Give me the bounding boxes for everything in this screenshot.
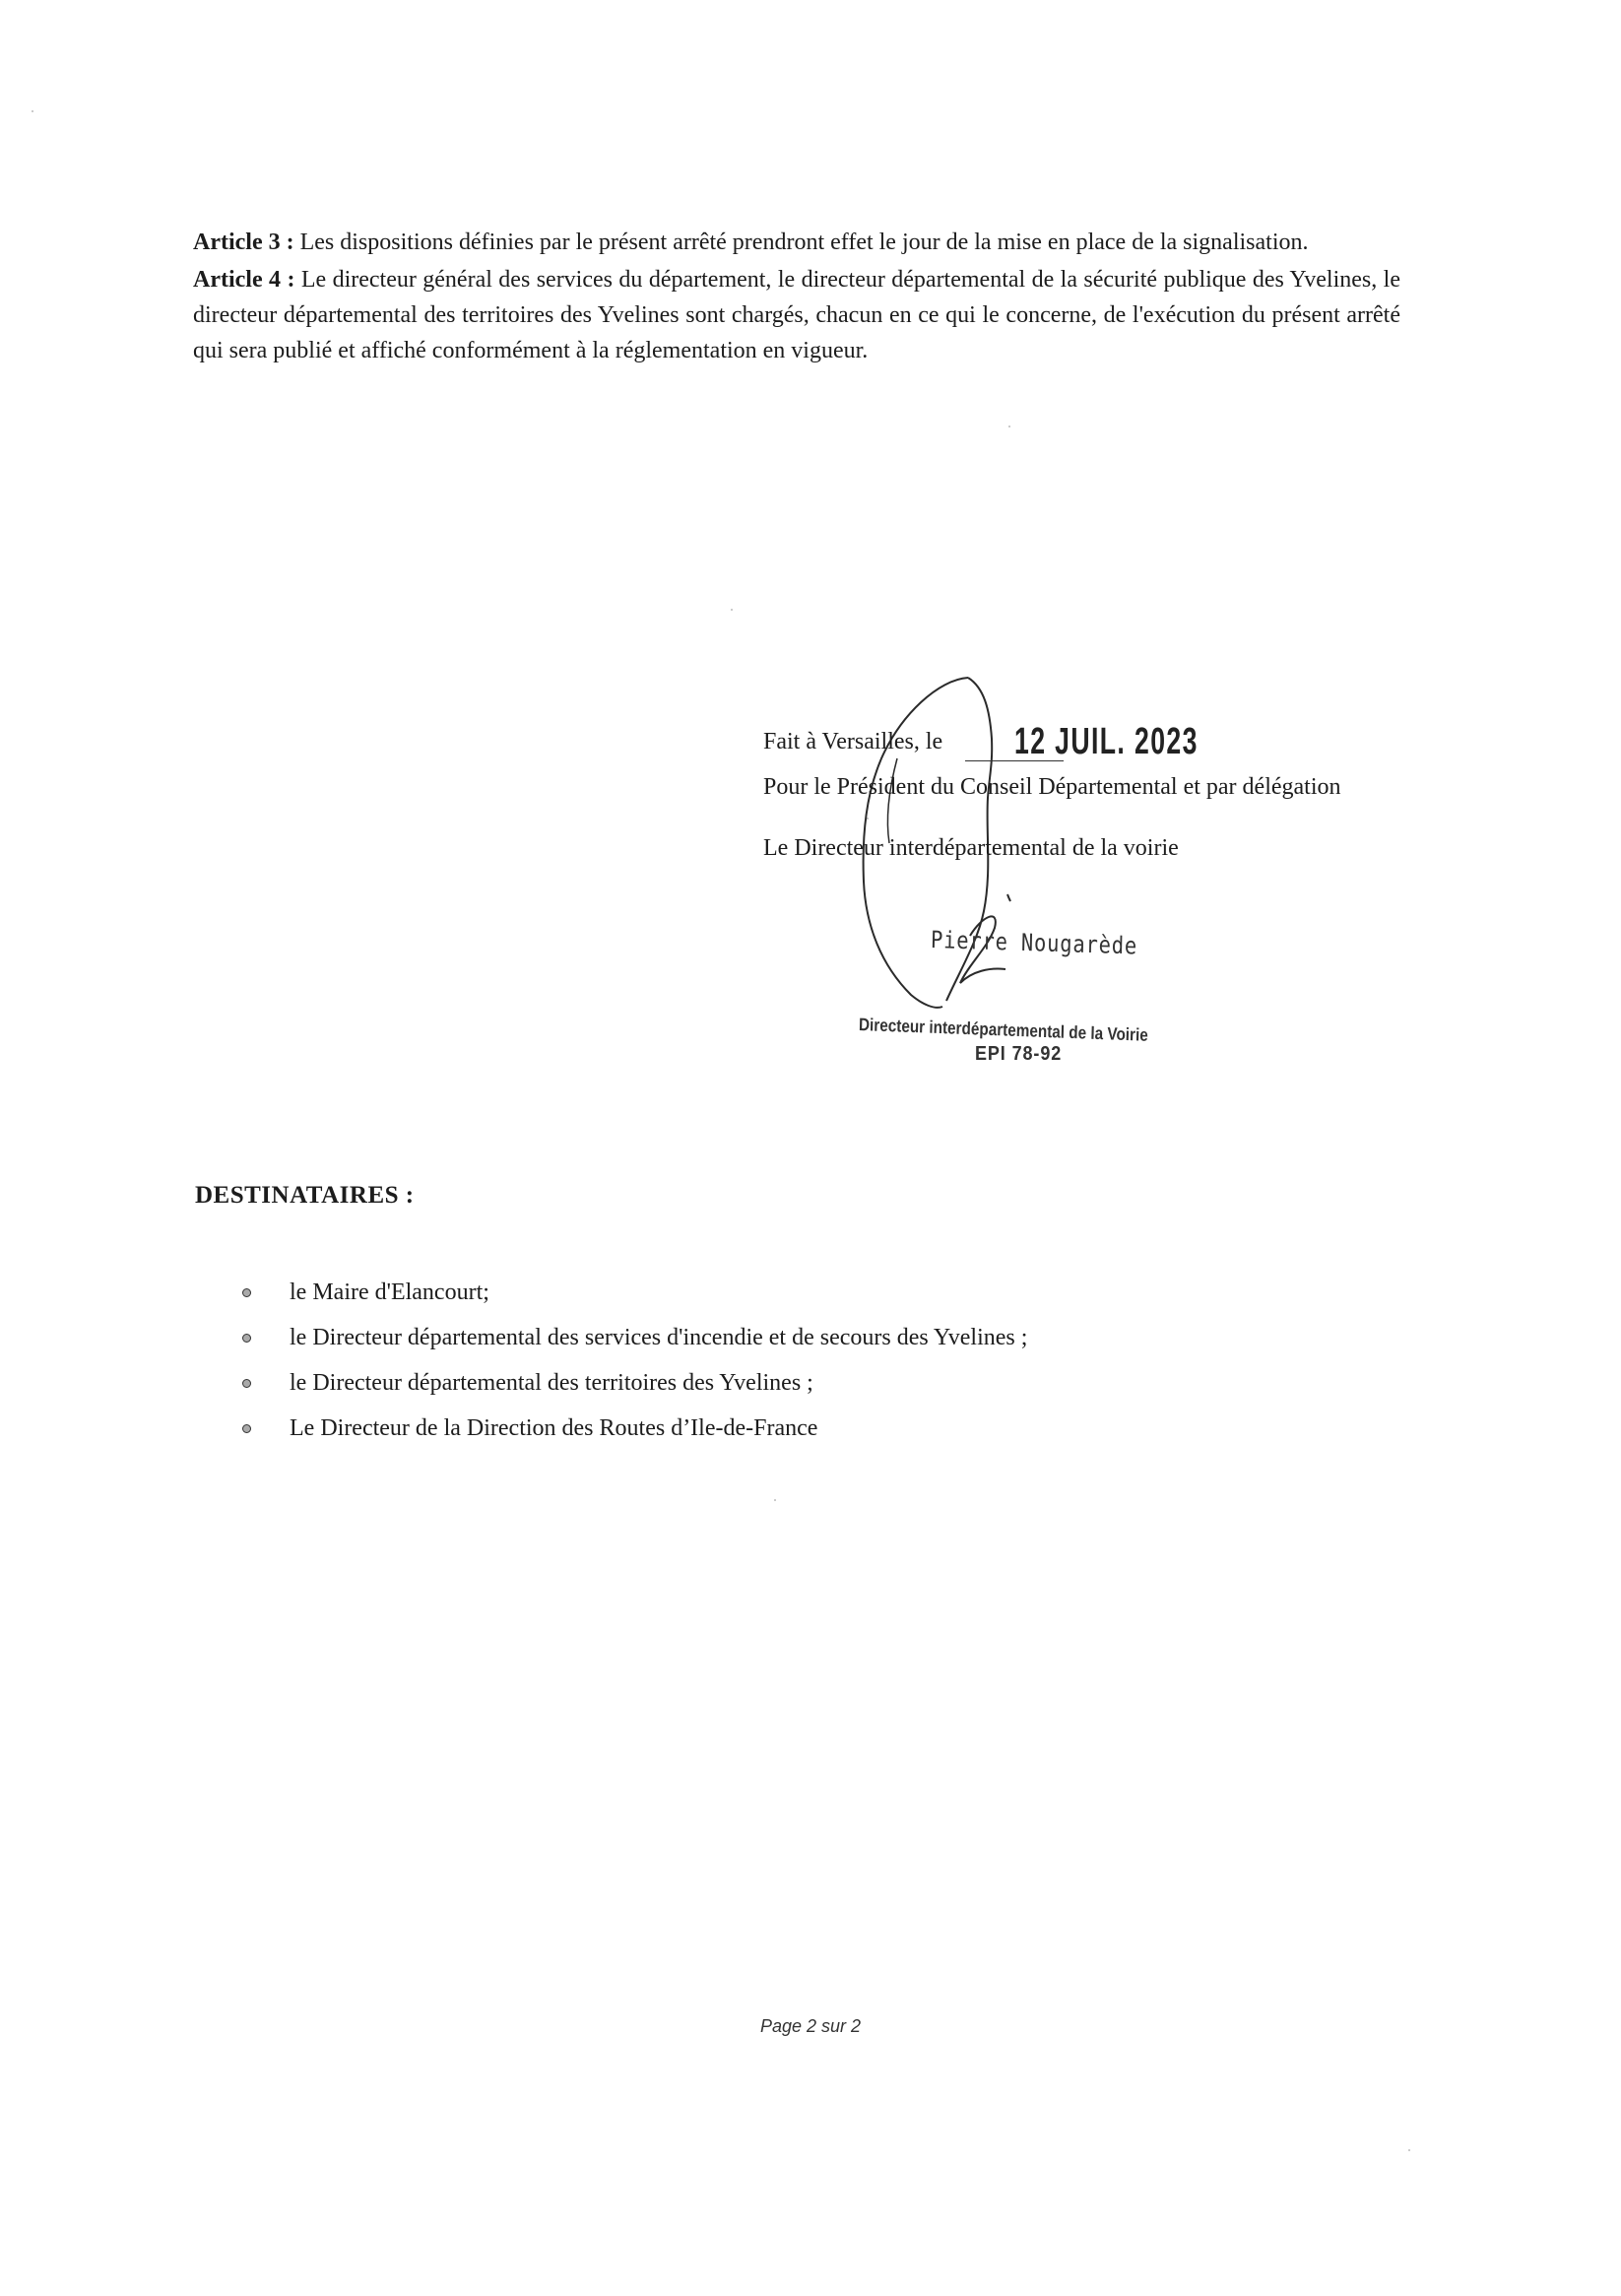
scan-speck (731, 609, 733, 611)
article-3 (193, 225, 1400, 260)
list-item (236, 1275, 1320, 1320)
list-item (236, 1365, 1320, 1410)
recipient-text: le Directeur départemental des territoires des Yvelines ; (290, 1370, 813, 1396)
scan-speck (32, 110, 33, 112)
stamp-code: EPI 78-92 (975, 1043, 1063, 1065)
date-stamp: 12 JUIL. 2023 (1014, 721, 1199, 762)
recipient-text: Le Directeur de la Direction des Routes d’Ile-de-France (290, 1415, 818, 1441)
bullet-icon (242, 1379, 251, 1388)
scan-speck (1408, 2149, 1410, 2151)
article-4-label: Article 4 : (193, 267, 295, 293)
signature-place: Fait à Versailles, le (763, 729, 943, 754)
list-item (236, 1410, 1320, 1456)
signature-delegation-line: Pour le Président du Conseil Départemental et par délégation (763, 774, 1341, 800)
recipients-heading: DESTINATAIRES : (195, 1182, 415, 1209)
signature-role-line: Le Directeur interdépartemental de la voirie (763, 835, 1179, 861)
page-footer: Page 2 sur 2 (759, 2016, 862, 2036)
recipients-list (236, 1275, 1320, 1456)
bullet-icon (242, 1334, 251, 1343)
stamp-name: Pierre Nougarède (930, 926, 1138, 960)
articles-section (193, 225, 1400, 370)
bullet-icon (242, 1288, 251, 1297)
scan-speck (774, 1499, 776, 1501)
stamp-title: Directeur interdépartemental de la Voirie (858, 1015, 1149, 1045)
article-3-text: Les dispositions définies par le présent arrêté prendront effet le jour de la mise en place de la signalisation. (293, 230, 1309, 255)
recipient-text: le Directeur départemental des services d'incendie et de secours des Yvelines ; (290, 1325, 1028, 1350)
recipient-text: le Maire d'Elancourt; (290, 1279, 489, 1305)
article-3-label: Article 3 : (193, 230, 294, 255)
list-item (236, 1320, 1320, 1365)
article-4 (193, 262, 1400, 368)
scan-speck (1008, 426, 1010, 427)
bullet-icon (242, 1424, 251, 1433)
signature-place-date (763, 729, 942, 755)
article-4-text: Le directeur général des services du département, le directeur départemental de la sécurité publique des Yvelines, le directeur départemental des territoires des Yvelines sont chargés, chacun en ce qui le concerne, de l'exécution du présent arrêté qui sera publié et affiché conformément à la réglementation en vigueur. (193, 267, 1400, 363)
